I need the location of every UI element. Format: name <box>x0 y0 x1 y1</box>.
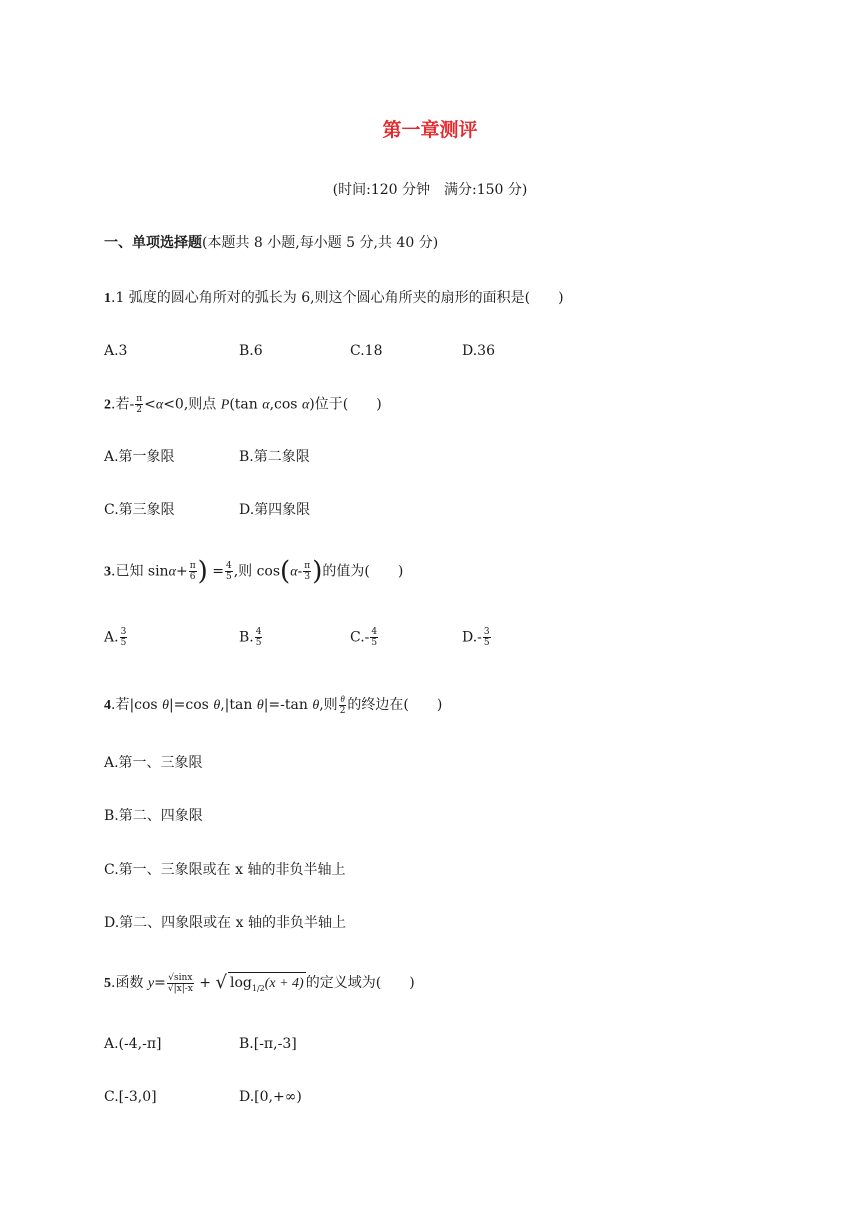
section-note: (本题共 8 小题,每小题 5 分,共 40 分) <box>202 235 439 251</box>
q5-option-d: D.[0,+∞) <box>239 1089 302 1105</box>
var-alpha: α <box>262 397 270 413</box>
q2-option-c: C.第三象限 <box>104 502 175 518</box>
q3-option-a <box>104 627 128 648</box>
fraction <box>189 561 197 582</box>
text-part: .已知 sin <box>111 563 169 580</box>
plus-sign: + <box>194 975 216 991</box>
question-number: 4 <box>104 698 111 713</box>
numerator: 3 <box>120 627 127 637</box>
denominator: 5 <box>255 638 262 648</box>
var-theta: θ <box>312 698 320 713</box>
option-label: A. <box>104 629 119 646</box>
q4-option-c: C.第一、三象限或在 x 轴的非负半轴上 <box>104 862 346 878</box>
numerator: 4 <box>255 627 262 637</box>
question-number: 5 <box>104 976 111 991</box>
text-part: = <box>154 975 166 991</box>
var-alpha: α <box>155 397 164 413</box>
denominator: 2 <box>136 405 143 415</box>
fraction <box>339 694 347 716</box>
fraction <box>167 973 194 994</box>
denominator: 5 <box>120 638 127 648</box>
option-label: C.- <box>350 629 370 646</box>
numerator: π <box>136 394 143 404</box>
numerator: π <box>189 561 196 571</box>
text-part: |=cos <box>168 697 214 713</box>
var-y: y <box>147 976 155 991</box>
fraction <box>370 627 378 648</box>
text-part: .函数 <box>111 975 148 991</box>
text-part: < <box>144 396 156 413</box>
q1-option-b: B.6 <box>239 343 263 359</box>
fraction <box>120 627 128 648</box>
text-part: ,cos <box>269 396 302 413</box>
q5-option-c: C.[-3,0] <box>104 1089 157 1105</box>
question-number: 1 <box>104 291 111 306</box>
radical-sign: √ <box>215 972 227 993</box>
q5-option-b: B.[-π,-3] <box>239 1036 297 1052</box>
paren-close: ) <box>312 556 323 587</box>
q3-option-c <box>350 627 379 648</box>
text-part: |=-tan <box>263 697 313 713</box>
sqrt-content <box>228 972 306 999</box>
exam-info: (时间:120 分钟 满分:150 分) <box>332 182 528 198</box>
denominator: 2 <box>339 706 346 716</box>
q1-option-a: A.3 <box>104 343 128 359</box>
q2-option-a: A.第一象限 <box>104 449 175 465</box>
denominator: √|x|-x <box>167 983 193 994</box>
text-part: 的终边在( ) <box>347 697 443 713</box>
var-p: P <box>220 397 230 413</box>
var-theta: θ <box>162 698 169 713</box>
var-alpha: α <box>168 564 176 580</box>
question-3 <box>104 556 404 587</box>
numerator: √sinx <box>168 972 193 983</box>
question-text: .1 弧度的圆心角所对的弧长为 6,则这个圆心角所夹的扇形的面积是( ) <box>111 290 564 306</box>
q1-option-c: C.18 <box>350 343 383 359</box>
numerator: 4 <box>225 561 232 571</box>
text-part: ,则 cos <box>233 563 281 580</box>
section-header <box>104 233 438 253</box>
section-title: 一、单项选择题 <box>104 235 202 251</box>
question-number: 3 <box>104 564 111 580</box>
var-alpha: α <box>290 564 298 580</box>
fraction <box>255 627 263 648</box>
paren-open: ( <box>280 556 291 587</box>
q4-option-d: D.第二、四象限或在 x 轴的非负半轴上 <box>104 915 346 931</box>
q3-option-d <box>462 627 492 648</box>
text-part: ,|tan <box>220 697 257 713</box>
denominator: 5 <box>225 572 232 582</box>
denominator: 6 <box>189 572 196 582</box>
var-theta: θ <box>213 698 221 713</box>
log-text: log <box>229 975 252 991</box>
numerator: 4 <box>371 627 378 637</box>
paren-close: ) <box>197 556 208 587</box>
option-label: D.- <box>462 629 482 646</box>
numerator <box>339 694 347 706</box>
var-theta: θ <box>340 694 345 704</box>
text-part: 的定义域为( ) <box>305 975 415 991</box>
fraction <box>225 561 233 582</box>
text-part: <0,则点 <box>163 396 221 413</box>
fraction <box>303 561 311 582</box>
fraction <box>135 394 143 415</box>
question-2 <box>104 394 382 416</box>
var-theta: θ <box>256 698 264 713</box>
text-part: .若- <box>111 396 135 413</box>
question-5 <box>104 972 415 999</box>
q4-option-b: B.第二、四象限 <box>104 808 203 824</box>
text-part: ,则 <box>319 697 338 713</box>
option-label: B. <box>239 629 254 646</box>
text-part: + <box>175 563 188 580</box>
numerator: 3 <box>483 627 490 637</box>
text-part: = <box>207 563 224 580</box>
log-argument: (x + 4) <box>264 976 304 991</box>
q2-option-b: B.第二象限 <box>239 449 310 465</box>
q3-option-b <box>239 627 263 648</box>
question-4 <box>104 694 442 716</box>
fraction <box>483 627 491 648</box>
log-base: 1/2 <box>251 983 265 993</box>
q4-option-a: A.第一、三象限 <box>104 755 203 771</box>
text-part: .若|cos <box>111 697 163 713</box>
question-number: 2 <box>104 397 111 413</box>
q2-option-d: D.第四象限 <box>239 502 311 518</box>
numerator: π <box>304 561 311 571</box>
denominator: 5 <box>371 638 378 648</box>
text-part: (tan <box>229 396 263 413</box>
q5-option-a: A.(-4,-π] <box>104 1036 162 1052</box>
q1-option-d: D.36 <box>462 343 495 359</box>
text-part: - <box>297 563 303 580</box>
text-part: )位于( ) <box>309 396 382 413</box>
text-part: 的值为( ) <box>322 563 404 580</box>
denominator: 3 <box>304 572 311 582</box>
question-1 <box>104 288 564 309</box>
var-alpha: α <box>301 397 310 413</box>
denominator: 5 <box>483 638 490 648</box>
page-title: 第一章测评 <box>382 119 478 141</box>
